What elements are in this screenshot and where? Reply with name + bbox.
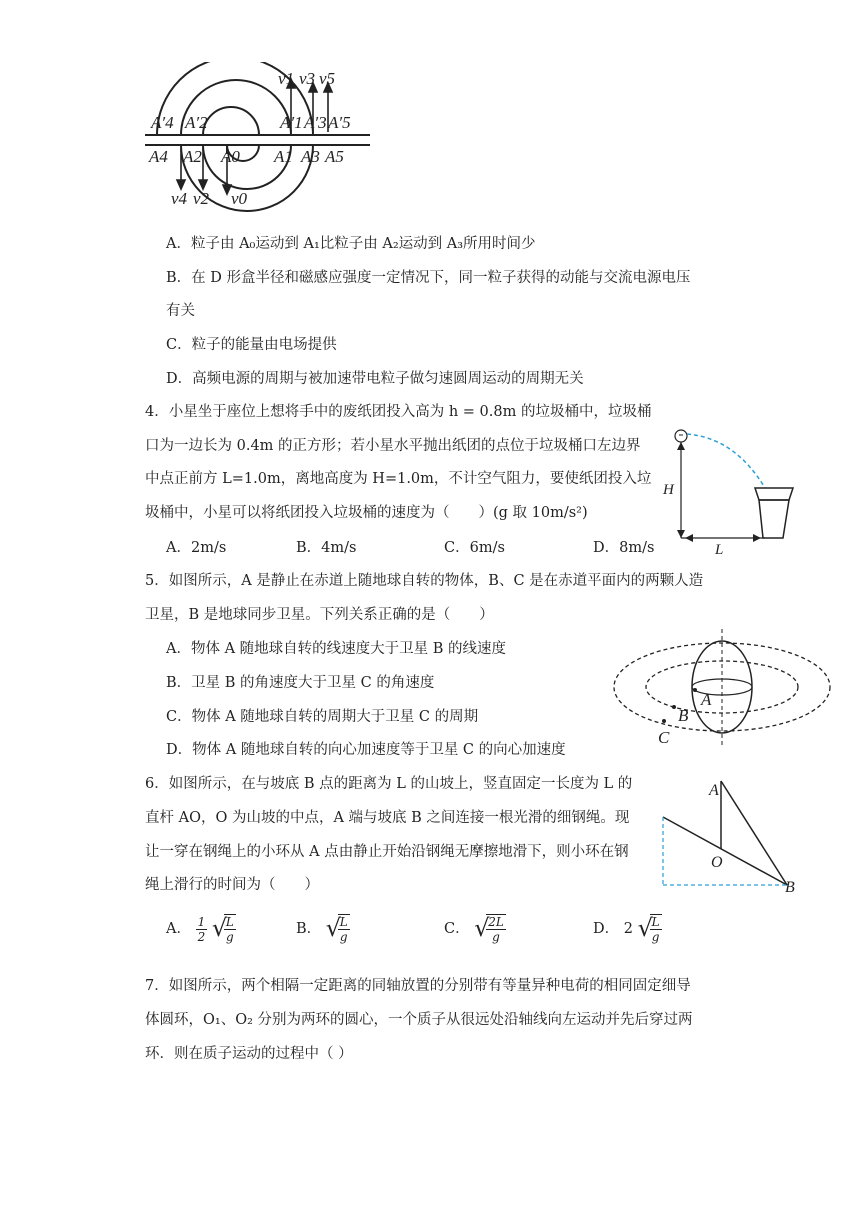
q6-option-b (296, 914, 350, 944)
label-v2: v2 (193, 189, 210, 208)
q5-option-d: D．物体 A 随地球自转的向心加速度等于卫星 C 的向心加速度 (166, 742, 566, 758)
cyclotron-figure (145, 62, 380, 217)
label-v3: v3 (299, 69, 316, 88)
q6-d-rad-den: g (651, 930, 660, 944)
earth-orbits-figure (612, 625, 834, 750)
q6-option-a-coef (196, 915, 208, 944)
q6-text-2: 直杆 AO，O 为山坡的中点，A 端与坡底 B 之间连接一根光滑的细钢绳。现 (145, 810, 630, 826)
label-A3: A3 (301, 147, 320, 166)
q6-a-den: 2 (197, 929, 206, 944)
q6-option-c (444, 914, 506, 944)
label-A3p: A′3 (304, 113, 327, 132)
label-A4: A4 (149, 147, 168, 166)
label-A0: A0 (221, 147, 240, 166)
q3-option-a: A．粒子由 A₀运动到 A₁比粒子由 A₂运动到 A₃所用时间少 (166, 236, 536, 252)
q5-option-a: A．物体 A 随地球自转的线速度大于卫星 B 的线速度 (166, 641, 507, 657)
q7-text-2: 体圆环，O₁、O₂ 分别为两环的圆心，一个质子从很远处沿轴线向左运动并先后穿过两 (145, 1012, 693, 1028)
q6-text-4: 绳上滑行的时间为（ ） (145, 877, 319, 893)
label-H: H (663, 482, 674, 498)
q5-text-2: 卫星，B 是地球同步卫星。下列关系正确的是（ ） (145, 607, 494, 623)
q6-b-rad-num: √ L (339, 915, 348, 929)
label-v0: v0 (231, 189, 248, 208)
label-A5: A5 (325, 147, 344, 166)
slope-rope-figure (655, 775, 800, 895)
label-v4: v4 (171, 189, 188, 208)
q6-a-num: 1 (197, 914, 206, 929)
q6-a-rad-num: √ L (225, 915, 234, 929)
label-A1: A1 (274, 147, 293, 166)
q6-option-a (166, 914, 236, 944)
label-A2: A2 (183, 147, 202, 166)
q4-text-1: 4．小星坐于座位上想将手中的废纸团投入高为 h = 0.8m 的垃圾桶中，垃圾桶 (145, 404, 652, 420)
q6-option-a-prefix: A． (166, 921, 191, 937)
q6-option-d-coef: 2 (623, 921, 633, 937)
q5-text-1: 5．如图所示，A 是静止在赤道上随地球自转的物体，B、C 是在赤道平面内的两颗人造 (145, 573, 704, 589)
q6-text-1: 6．如图所示，在与坡底 B 点的距离为 L 的山坡上，竖直固定一长度为 L 的 (145, 776, 633, 792)
q5-option-c: C．物体 A 随地球自转的周期大于卫星 C 的周期 (166, 709, 479, 725)
q4-option-d: D．8m/s (593, 540, 655, 556)
q4-text-4: 圾桶中，小星可以将纸团投入垃圾桶的速度为（ ）(g 取 10m/s²) (145, 505, 588, 521)
q6-text-3: 让一穿在钢绳上的小环从 A 点由静止开始沿钢绳无摩擦地滑下，则小环在钢 (145, 844, 629, 860)
q6-option-b-sqrt (326, 914, 350, 944)
label-v1: v1 (278, 69, 295, 88)
label-L: L (715, 542, 724, 555)
q4-option-a: A．2m/s (166, 540, 227, 556)
q6-option-c-sqrt (474, 914, 506, 944)
q6-option-b-prefix: B． (296, 921, 322, 937)
trash-throw-figure (655, 420, 800, 555)
q5-option-b: B．卫星 B 的角速度大于卫星 C 的角速度 (166, 675, 435, 691)
q6-option-d-prefix: D． (593, 921, 620, 937)
q6-option-d (593, 914, 662, 944)
label-A2p: A′2 (185, 113, 208, 132)
label-A: A (701, 690, 712, 709)
label-v5: v5 (319, 69, 336, 88)
q6-d-rad-num: √ L (651, 915, 660, 929)
label-A-slope: A (709, 782, 719, 799)
q6-c-rad-num: √ 2L (488, 915, 504, 929)
label-O: O (711, 854, 723, 871)
label-B-slope: B (785, 879, 795, 895)
q6-option-d-sqrt (638, 914, 662, 944)
q3-option-b: B．在 D 形盒半径和磁感应强度一定情况下，同一粒子获得的动能与交流电源电压 (166, 270, 691, 286)
q4-option-c: C．6m/s (444, 540, 505, 556)
q6-b-rad-den: g (339, 930, 348, 944)
label-A1p: A′1 (280, 113, 303, 132)
q4-text-3: 中点正前方 L=1.0m，离地高度为 H=1.0m，不计空气阻力，要使纸团投入垃 (145, 471, 652, 487)
q7-text-3: 环．则在质子运动的过程中（ ） (145, 1046, 353, 1062)
q6-option-c-prefix: C． (444, 921, 470, 937)
label-C: C (658, 728, 670, 747)
q3-option-d: D．高频电源的周期与被加速带电粒子做匀速圆周运动的周期无关 (166, 371, 584, 387)
q6-option-a-sqrt (212, 914, 236, 944)
q4-option-b: B．4m/s (296, 540, 357, 556)
label-A4p: A′4 (151, 113, 174, 132)
q7-text-1: 7．如图所示，两个相隔一定距离的同轴放置的分别带有等量异种电荷的相同固定细导 (145, 978, 691, 994)
q6-c-rad-den: g (492, 930, 500, 944)
label-A5p: A′5 (328, 113, 351, 132)
q3-option-c: C．粒子的能量由电场提供 (166, 337, 337, 353)
q6-a-rad-den: g (225, 930, 234, 944)
q3-option-b-cont: 有关 (166, 303, 195, 319)
q4-text-2: 口为一边长为 0.4m 的正方形；若小星水平抛出纸团的点位于垃圾桶口左边界 (145, 438, 641, 454)
label-B: B (678, 706, 689, 725)
